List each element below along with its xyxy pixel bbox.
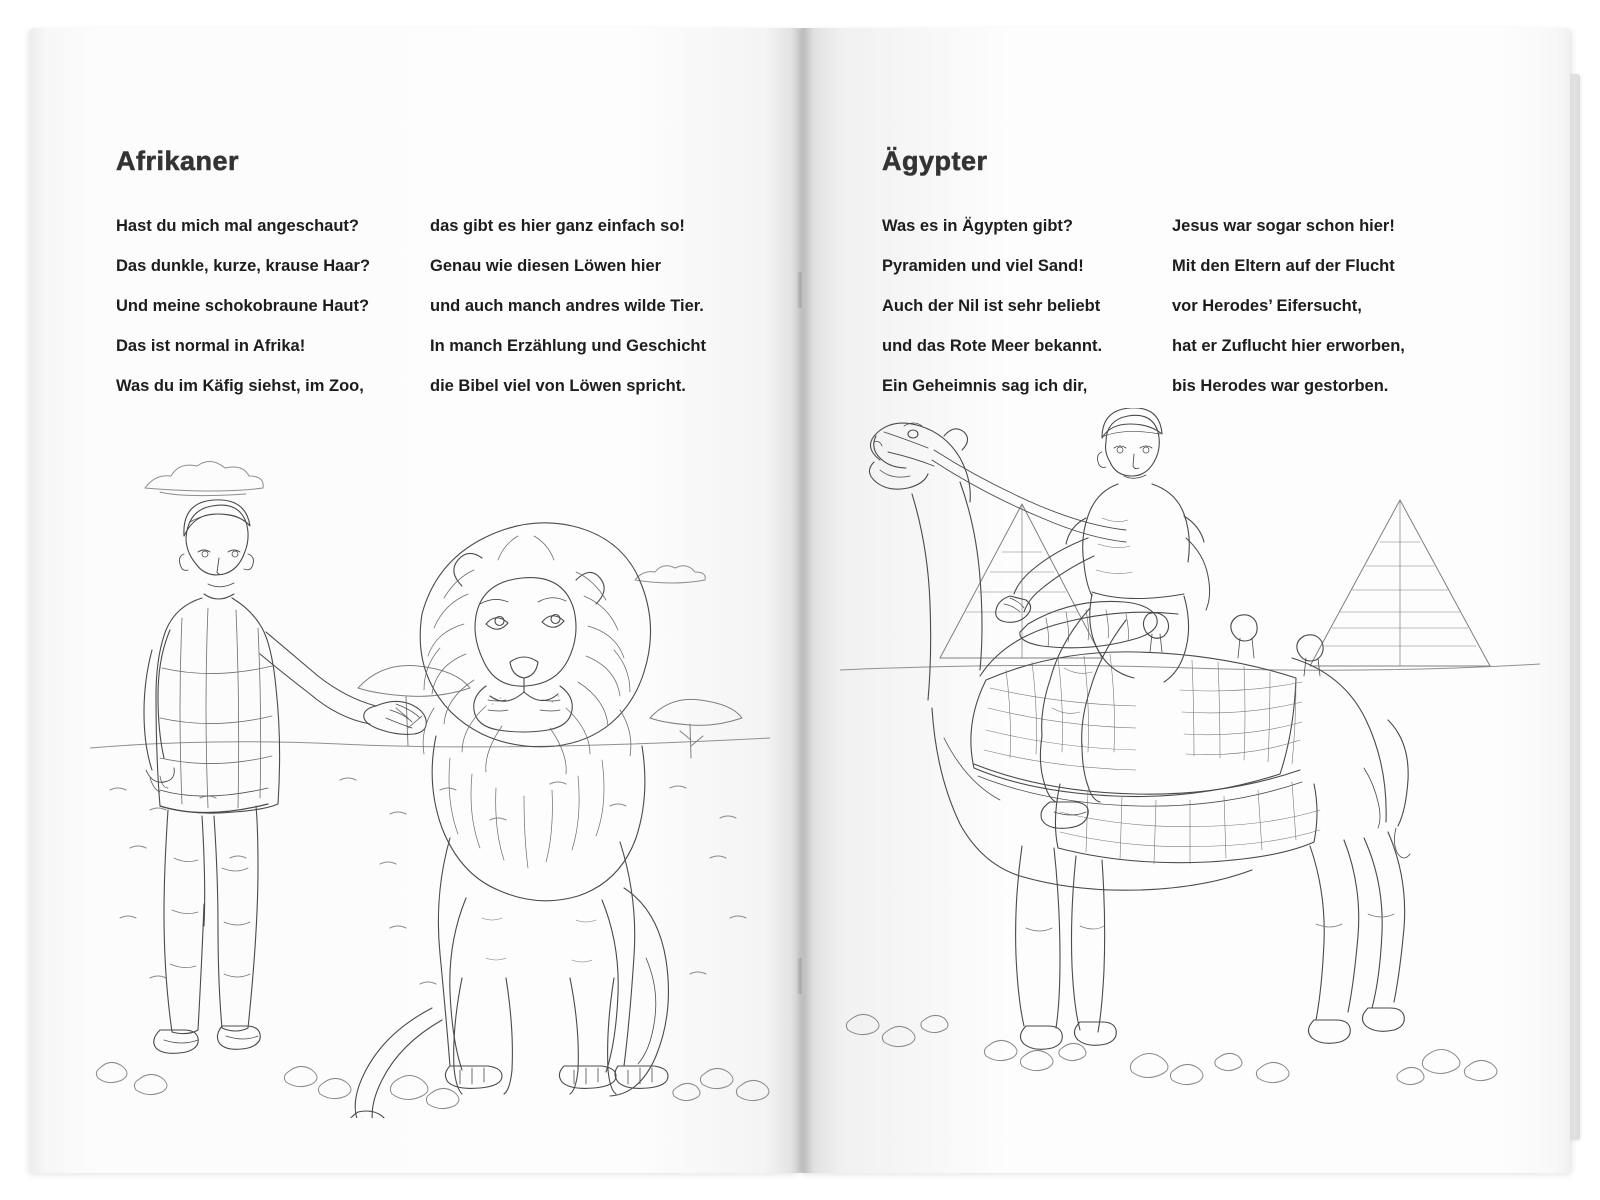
left-page-stanza-column-1 [116, 206, 370, 406]
foreground-stones [846, 1014, 1497, 1084]
poem-line: und das Rote Meer bekannt. [882, 337, 1103, 355]
poem-line: Pyramiden und viel Sand! [882, 257, 1084, 275]
camel-figure [869, 423, 1410, 1049]
left-page [30, 28, 800, 1173]
poem-line: bis Herodes war gestorben. [1172, 377, 1389, 395]
poem-line: vor Herodes’ Eifersucht, [1172, 297, 1362, 315]
poem-line: Jesus war sogar schon hier! [1172, 217, 1395, 235]
foreground-rocks [96, 1062, 769, 1108]
cloud-icon [145, 461, 705, 583]
poem-line: Das ist normal in Afrika! [116, 337, 306, 355]
right-page-stanza-column-2 [1172, 206, 1405, 406]
camel-ornament [1143, 613, 1323, 676]
poem-line: das gibt es hier ganz einfach so! [430, 217, 685, 235]
poem-line: Was es in Ägypten gibt? [882, 217, 1073, 235]
poem-line: Das dunkle, kurze, krause Haar? [116, 257, 371, 275]
poem-line: Und meine schokobraune Haut? [116, 297, 370, 315]
right-page [800, 28, 1570, 1173]
poem-line: Genau wie diesen Löwen hier [430, 257, 662, 275]
boy-rider-figure [996, 408, 1210, 828]
poem-line: Was du im Käfig siehst, im Zoo, [116, 377, 364, 395]
left-page-stanza-column-2 [430, 206, 706, 406]
poem-line: Hast du mich mal angeschaut? [116, 217, 359, 235]
african-boy-with-lion-illustration [90, 418, 770, 1118]
right-page-title: Ägypter [882, 146, 988, 176]
poem-line: In manch Erzählung und Geschicht [430, 337, 706, 355]
poem-line: Auch der Nil ist sehr beliebt [882, 297, 1101, 315]
ground-texture [110, 778, 746, 984]
poem-line: die Bibel viel von Löwen spricht. [430, 377, 686, 395]
open-book-spread [30, 28, 1570, 1173]
right-page-stanza-column-1 [882, 206, 1102, 406]
poem-line: hat er Zuflucht hier erworben, [1172, 337, 1405, 355]
boy-figure [144, 500, 426, 1053]
poem-line: Ein Geheimnis sag ich dir, [882, 377, 1088, 395]
poem-line: Mit den Eltern auf der Flucht [1172, 257, 1395, 275]
left-page-title: Afrikaner [116, 146, 240, 176]
boy-riding-camel-illustration [840, 408, 1540, 1118]
staple-top [797, 272, 804, 308]
pyramid-icon [1310, 500, 1490, 666]
poem-line: und auch manch andres wilde Tier. [430, 297, 704, 315]
staple-bottom [797, 958, 804, 994]
